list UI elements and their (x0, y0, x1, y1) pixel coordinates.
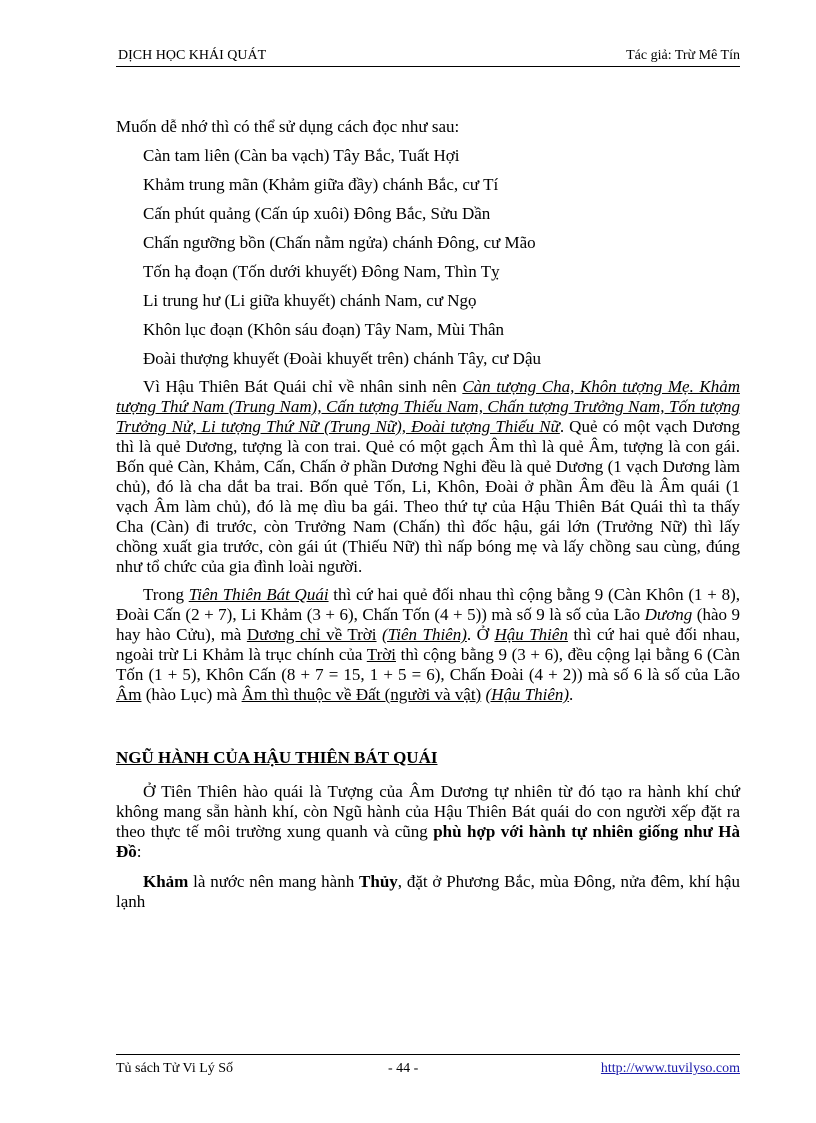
mnemonic-line: Chấn ngưỡng bồn (Chấn nằm ngửa) chánh Đông, cư Mão (143, 233, 536, 252)
mnemonic-line: Tốn hạ đoạn (Tốn dưới khuyết) Đông Nam, Thìn Tỵ (143, 262, 500, 281)
paragraph-family: Vì Hậu Thiên Bát Quái chỉ về nhân sinh nên Càn tượng Cha, Khôn tượng Mẹ. Khảm tượng Thứ Nam (Trung Nam), Cấn tượng Thiếu Nam, Chấn tượng Trưởng Nam, Tốn tượng Trưởng Nử, Li tượng Thứ Nữ (Trung Nữ), Đoài tượng Thiếu Nữ. Quẻ có một vạch Dương thì là quẻ Dương, tượng là con trai. Quẻ có một gạch Âm thì là quẻ Âm, tượng là con gái. Bốn quẻ Càn, Khảm, Cấn, Chấn ở phần Dương Nghi đều là quẻ Dương (1 vạch Dương làm chủ), đó là cha dắt ba trai. Bốn quẻ Tốn, Li, Khôn, Đoài ở phần Âm đều là Âm quái (1 vạch Âm làm chủ), đó là mẹ dìu ba gái. Theo thứ tự của Hậu Thiên Bát Quái thì ta thấy Cha (Càn) đi trước, còn Trưởng Nam (Chấn) thì đốc hậu, gái lớn (Trưởng Nữ) thì lấy chồng xuất gia trước, còn gái út (Thiếu Nữ) thì nấp bóng mẹ và lấy chồng sau cùng, đúng như tổ chức của gia đình loài người. (116, 377, 741, 576)
page-footer (116, 1054, 740, 1081)
page-header (116, 44, 740, 67)
footer-link[interactable]: http://www.tuvilyso.com (600, 1061, 740, 1076)
header-title: DỊCH HỌC KHÁI QUÁT (118, 48, 267, 63)
footer-library: Tủ sách Tử Vi Lý Số (116, 1061, 234, 1076)
section-title: NGŨ HÀNH CỦA HẬU THIÊN BÁT QUÁI (116, 748, 438, 767)
paragraph-kham: Khảm là nước nên mang hành Thủy, đặt ở Phương Bắc, mùa Đông, nửa đêm, khí hậu lạnh (116, 872, 740, 911)
mnemonic-line: Càn tam liên (Càn ba vạch) Tây Bắc, Tuất Hợi (143, 146, 460, 165)
mnemonic-line: Khảm trung mãn (Khảm giữa đầy) chánh Bắc, cư Tí (143, 175, 499, 194)
mnemonic-line: Li trung hư (Li giữa khuyết) chánh Nam, cư Ngọ (143, 291, 477, 310)
paragraph-five-elements: Ở Tiên Thiên hào quái là Tượng của Âm Dương tự nhiên từ đó tạo ra hành khí chứ không mang sẵn hành khí, còn Ngũ hành của Hậu Thiên Bát quái do con người xếp đặt ra theo thực tế môi trường xung quanh và cũng phù hợp với hành tự nhiên giống như Hà Đồ: (116, 782, 740, 861)
page-number: - 44 - (388, 1061, 419, 1076)
paragraph-numbers: Trong Tiên Thiên Bát Quái thì cứ hai quẻ đối nhau thì cộng bằng 9 (Càn Khôn (1 + 8), Đoài Cấn (2 + 7), Li Khảm (3 + 6), Chấn Tốn (4 + 5)) mà số 9 là số của Lão Dương (hào 9 hay hào Cửu), mà Dương chỉ về Trời (Tiên Thiên). Ở Hậu Thiên thì cứ hai quẻ đối nhau, ngoài trừ Li Khảm là trục chính của Trời thì cộng bằng 9 (3 + 6), đều cộng lại bằng 6 (Càn Tốn (1 + 5), Khôn Cấn (8 + 7 = 15, 1 + 5 = 6), Chấn Đoài (4 + 2)) mà số 6 là số của Lão Âm (hào Lục) mà Âm thì thuộc về Đất (người và vật) (Hậu Thiên). (116, 585, 741, 704)
page-content (116, 112, 740, 912)
mnemonic-line: Khôn lục đoạn (Khôn sáu đoạn) Tây Nam, Mùi Thân (143, 320, 505, 339)
intro-line: Muốn dễ nhớ thì có thể sử dụng cách đọc như sau: (116, 117, 460, 136)
mnemonic-line: Đoài thượng khuyết (Đoài khuyết trên) chánh Tây, cư Dậu (143, 349, 541, 368)
mnemonic-line: Cấn phút quảng (Cấn úp xuôi) Đông Bắc, Sửu Dần (143, 204, 491, 223)
header-author: Tác giả: Trừ Mê Tín (626, 48, 740, 63)
